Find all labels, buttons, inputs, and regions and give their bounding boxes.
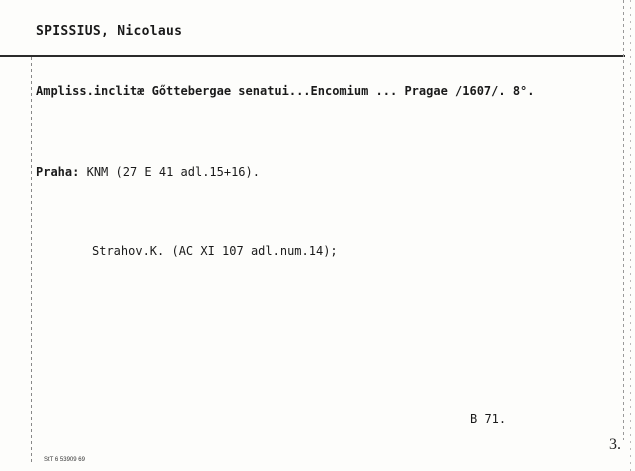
card-heading: SPISSIUS, Nicolaus bbox=[36, 24, 183, 39]
location-label: Praha: bbox=[36, 165, 80, 179]
corner-mark: 3. bbox=[609, 436, 621, 453]
location-entry-knm bbox=[36, 165, 260, 179]
shelf-mark: B 71. bbox=[470, 412, 507, 426]
card-edge-rule bbox=[630, 0, 631, 471]
location-entry-strahov: Strahov.K. (AC XI 107 adl.num.14); bbox=[92, 244, 338, 258]
title-entry: Ampliss.inclitæ Gőttebergae senatui...Encomium ... Pragae /1607/. 8°. bbox=[36, 84, 535, 98]
top-rule bbox=[0, 55, 625, 57]
right-margin-rule bbox=[623, 0, 624, 440]
footer-print: StT 6 53909 69 bbox=[44, 457, 85, 463]
location-knm: KNM (27 E 41 adl.15+16). bbox=[86, 165, 260, 179]
left-margin-rule bbox=[31, 57, 32, 462]
